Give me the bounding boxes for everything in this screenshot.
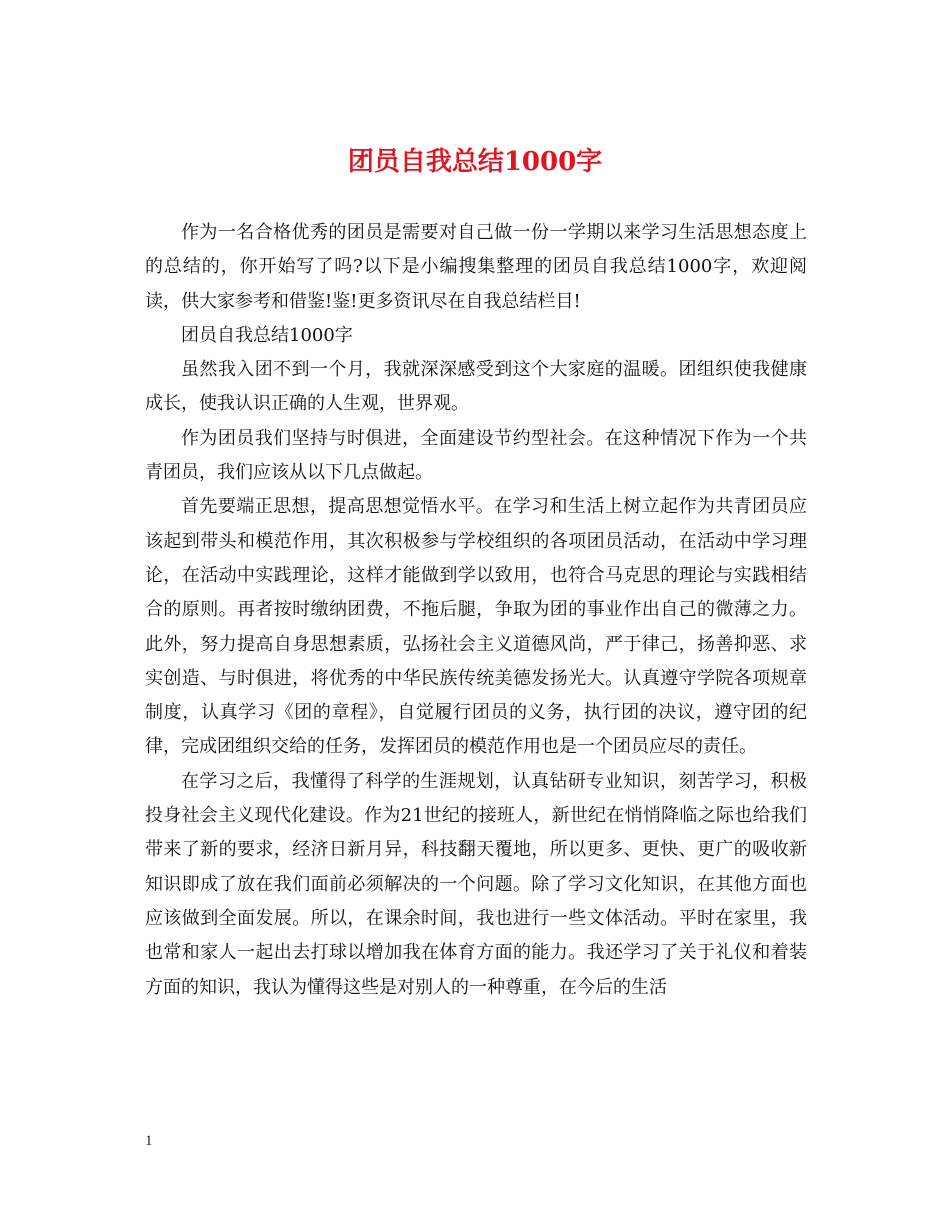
paragraph: 虽然我入团不到一个月，我就深深感受到这个大家庭的温暖。团组织使我健康成长，使我认识正确的人生观，世界观。 bbox=[145, 359, 807, 415]
paragraph: 作为团员我们坚持与时俱进，全面建设节约型社会。在这种情况下作为一个共青团员，我们应该从以下几点做起。 bbox=[145, 427, 807, 484]
document-body bbox=[145, 216, 807, 1005]
paragraph-intro: 作为一名合格优秀的团员是需要对自己做一份一学期以来学习生活思想态度上的总结的，你开始写了吗?以下是小编搜集整理的团员自我总结1000字，欢迎阅读，供大家参考和借鉴!鉴!更多资讯尽在自我总结栏目! bbox=[145, 222, 807, 312]
paragraph: 首先要端正思想，提高思想觉悟水平。在学习和生活上树立起作为共青团员应该起到带头和模范作用，其次积极参与学校组织的各项团员活动，在活动中学习理论，在活动中实践理论，这样才能做到学以致用，也符合马克思的理论与实践相结合的原则。再者按时缴纳团费，不拖后腿，争取为团的事业作出自己的微薄之力。此外，努力提高自身思想素质，弘扬社会主义道德风尚，严于律己，扬善抑恶、求实创造、与时俱进，将优秀的中华民族传统美德发扬光大。认真遵守学院各项规章制度，认真学习《团的章程》，自觉履行团员的义务，执行团的决议，遵守团的纪律，完成团组织交给的任务，发挥团员的模范作用也是一个团员应尽的责任。 bbox=[145, 496, 807, 758]
paragraph-subtitle: 团员自我总结1000字 bbox=[181, 324, 353, 346]
document-title: 团员自我总结1000字 bbox=[347, 147, 603, 177]
page-number: 1 bbox=[145, 1133, 153, 1149]
paragraph: 在学习之后，我懂得了科学的生涯规划，认真钻研专业知识，刻苦学习，积极投身社会主义现代化建设。作为21世纪的接班人，新世纪在悄悄降临之际也给我们带来了新的要求，经济日新月异，科技翻天覆地，所以更多、更快、更广的吸收新知识即成了放在我们面前必须解决的一个问题。除了学习文化知识，在其他方面也应该做到全面发展。所以，在课余时间，我也进行一些文体活动。平时在家里，我也常和家人一起出去打球以增加我在体育方面的能力。我还学习了关于礼仪和着装方面的知识，我认为懂得这些是对别人的一种尊重，在今后的生活 bbox=[145, 770, 807, 998]
